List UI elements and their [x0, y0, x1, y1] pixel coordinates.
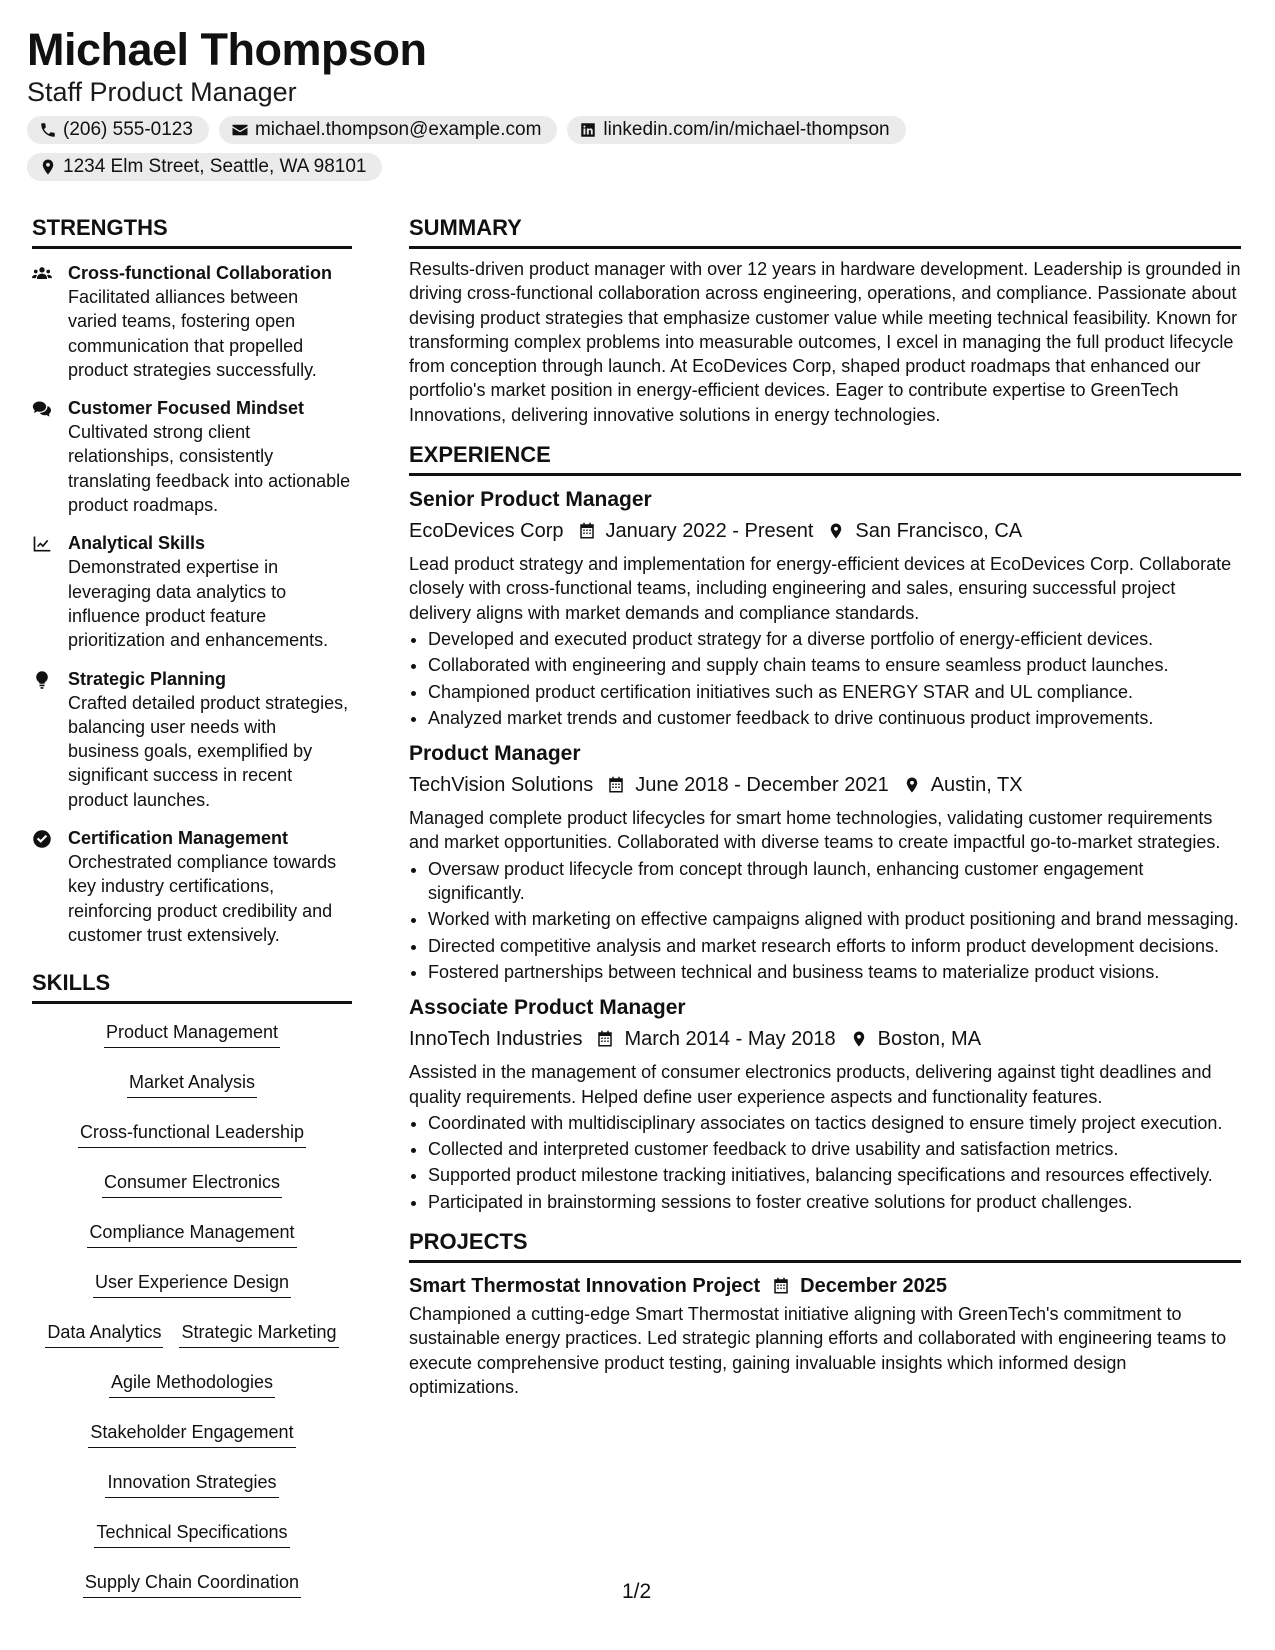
envelope-icon [231, 121, 249, 139]
users-icon [32, 264, 52, 284]
contact-email[interactable] [219, 116, 557, 144]
strength-title: Strategic Planning [68, 668, 227, 689]
job-entry [409, 740, 1241, 984]
summary-heading: SUMMARY [409, 214, 1241, 249]
strength-item [32, 531, 352, 652]
resume-header [27, 24, 1247, 181]
phone-icon [39, 121, 57, 139]
contact-address-text: 1234 Elm Street, Seattle, WA 98101 [63, 156, 367, 177]
job-bullet: • Coordinated with multidisciplinary associates on tactics designed to ensure timely project execution. [428, 1111, 1241, 1135]
calendar-icon [607, 776, 625, 794]
strength-title: Analytical Skills [68, 533, 206, 554]
strength-description: Facilitated alliances between varied teams, fostering open communication that propelled product strategies successfully. [68, 287, 317, 380]
skills-list [32, 1020, 352, 1598]
calendar-icon [578, 522, 596, 540]
project-title: Smart Thermostat Innovation Project [409, 1275, 761, 1298]
skill-tag: Agile Methodologies [109, 1370, 275, 1398]
job-location: Austin, TX [930, 774, 1023, 797]
job-company: InnoTech Industries [409, 1028, 583, 1051]
job-title: Product Manager [409, 742, 581, 766]
skill-tag: Data Analytics [45, 1320, 163, 1348]
job-bullets [409, 857, 1241, 984]
skill-tag: Supply Chain Coordination [83, 1570, 301, 1598]
candidate-title: Staff Product Manager [27, 77, 297, 107]
job-location: San Francisco, CA [855, 520, 1023, 543]
project-description: Championed a cutting-edge Smart Thermostat initiative aligning with GreenTech's commitment to sustainable energy practices. Led strategic planning efforts and collaborated with engineering teams to execute comprehensive product testing, gaining invaluable insights which informed design optimizations. [409, 1304, 1227, 1397]
experience-heading: EXPERIENCE [409, 441, 1241, 476]
skills-heading: SKILLS [32, 969, 352, 1004]
calendar-icon [596, 1030, 614, 1048]
linkedin-icon [579, 121, 597, 139]
lightbulb-icon [32, 670, 52, 690]
job-description: Lead product strategy and implementation for energy-efficient devices at EcoDevices Corp. Collaborate closely with cross-functional teams, including engineering and sales, ensuring successful project delivery aligns with market demands and compliance standards. [409, 554, 1232, 623]
job-description: Managed complete product lifecycles for smart home technologies, validating customer requirements and market opportunities. Collaborated with diverse teams to create impactful go-to-market strategies. [409, 808, 1221, 853]
strengths-heading: STRENGTHS [32, 214, 352, 249]
skill-tag: Strategic Marketing [179, 1320, 338, 1348]
job-bullets [409, 1111, 1241, 1214]
strength-item [32, 667, 352, 812]
left-column [32, 214, 352, 1598]
contact-phone[interactable] [27, 116, 209, 144]
job-entry [409, 994, 1241, 1214]
projects-heading: PROJECTS [409, 1228, 1241, 1263]
calendar-icon [772, 1277, 790, 1295]
map-pin-icon [39, 158, 57, 176]
job-bullet: • Championed product certification initiatives such as ENERGY STAR and UL compliance. [428, 680, 1241, 704]
job-dates: March 2014 - May 2018 [624, 1028, 836, 1051]
job-bullet: • Developed and executed product strategy for a diverse portfolio of energy-efficient devices. [428, 627, 1241, 651]
project-date: December 2025 [800, 1275, 947, 1298]
job-company: TechVision Solutions [409, 774, 594, 797]
job-bullet: • Collected and interpreted customer feedback to drive usability and satisfaction metrics. [428, 1137, 1241, 1161]
job-bullet: • Participated in brainstorming sessions to foster creative solutions for product challenges. [428, 1190, 1241, 1214]
job-meta [409, 1025, 1241, 1053]
contact-phone-text: (206) 555-0123 [63, 119, 193, 140]
strength-title: Customer Focused Mindset [68, 398, 305, 419]
job-bullet: • Oversaw product lifecycle from concept through launch, enhancing customer engagement significantly. [428, 857, 1241, 906]
map-pin-icon [827, 522, 845, 540]
strength-title: Cross-functional Collaboration [68, 263, 333, 283]
map-pin-icon [903, 776, 921, 794]
skill-tag: Market Analysis [127, 1070, 257, 1098]
job-bullet: • Analyzed market trends and customer feedback to drive continuous product improvements. [428, 706, 1241, 730]
job-meta [409, 517, 1241, 545]
strength-title: Certification Management [68, 828, 289, 849]
job-entry [409, 486, 1241, 730]
strength-description: Cultivated strong client relationships, consistently translating feedback into actionable product roadmaps. [68, 422, 351, 516]
contact-address [27, 153, 382, 181]
skill-tag: Innovation Strategies [105, 1470, 278, 1498]
skill-tag: Technical Specifications [94, 1520, 289, 1548]
strength-description: Demonstrated expertise in leveraging data analytics to influence product feature prioritization and enhancements. [68, 557, 329, 651]
skill-tag: User Experience Design [93, 1270, 291, 1298]
job-dates: June 2018 - December 2021 [635, 774, 889, 797]
strength-description: Orchestrated compliance towards key industry certifications, reinforcing product credibility and customer trust extensively. [68, 852, 337, 945]
right-column [409, 214, 1241, 1399]
strength-item [32, 396, 352, 517]
job-bullet: • Directed competitive analysis and market research efforts to inform product development decisions. [428, 934, 1241, 958]
map-pin-icon [850, 1030, 868, 1048]
skill-tag: Product Management [104, 1020, 280, 1048]
project-header [409, 1273, 1241, 1299]
skill-tag: Consumer Electronics [102, 1170, 282, 1198]
job-bullets [409, 627, 1241, 730]
page-number: 1/2 [622, 1580, 652, 1603]
job-dates: January 2022 - Present [605, 520, 814, 543]
job-title: Senior Product Manager [409, 488, 652, 512]
strength-description: Crafted detailed product strategies, balancing user needs with business goals, exemplified by significant success in recent product launches. [68, 692, 349, 810]
job-bullet: • Supported product milestone tracking initiatives, balancing specifications and resources effectively. [428, 1163, 1241, 1187]
job-meta [409, 771, 1241, 799]
contact-email-text: michael.thompson@example.com [254, 119, 542, 140]
job-bullet: • Collaborated with engineering and supply chain teams to ensure seamless product launches. [428, 653, 1241, 677]
job-bullet: • Worked with marketing on effective campaigns aligned with product positioning and brand messaging. [428, 907, 1241, 931]
strengths-list [32, 261, 352, 947]
strength-item [32, 826, 352, 947]
contact-linkedin-text: linkedin.com/in/michael-thompson [603, 119, 890, 140]
contact-list [27, 116, 927, 181]
comments-icon [32, 399, 52, 419]
strength-item [32, 261, 352, 382]
job-location: Boston, MA [877, 1028, 982, 1051]
job-title: Associate Product Manager [409, 996, 686, 1020]
skill-tag: Cross-functional Leadership [78, 1120, 306, 1148]
candidate-name: Michael Thompson [27, 24, 427, 75]
check-circle-icon [32, 829, 52, 849]
skill-tag: Compliance Management [87, 1220, 296, 1248]
job-bullet: • Fostered partnerships between technical and business teams to materialize product visions. [428, 960, 1241, 984]
job-company: EcoDevices Corp [409, 520, 564, 543]
summary-text: Results-driven product manager with over 12 years in hardware development. Leadership is grounded in driving cross-functional collaboration across engineering, operations, and compliance. Passionate about devising product strategies that emphasize customer value while meeting technical feasibility. Known for transforming complex problems into measurable outcomes, I excel in managing the full product lifecycle from conception through launch. At EcoDevices Corp, shaped product roadmaps that enhanced our portfolio's market position in energy-efficient devices. Eager to contribute expertise to GreenTech Innovations, delivering innovative solutions in energy technologies. [409, 259, 1241, 425]
skill-tag: Stakeholder Engagement [88, 1420, 295, 1448]
project-entry [409, 1273, 1241, 1399]
line-chart-icon [32, 534, 52, 554]
job-description: Assisted in the management of consumer electronics products, delivering against tight deadlines and quality requirements. Helped define user experience aspects and functionality features. [409, 1062, 1212, 1107]
contact-linkedin[interactable] [567, 116, 905, 144]
